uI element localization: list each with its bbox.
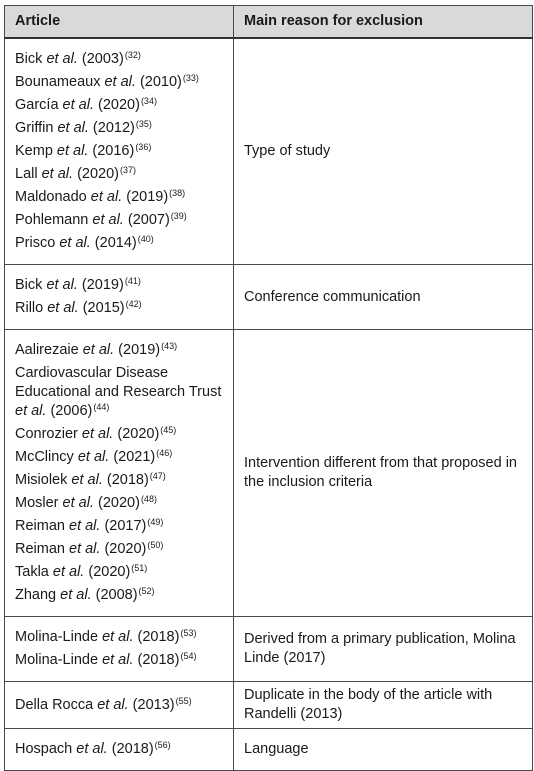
article-citation [15, 446, 225, 469]
article-etal: et al. [69, 541, 101, 557]
article-etal: et al. [77, 449, 110, 465]
article-citation [15, 163, 225, 186]
article-year: (2020) [77, 166, 119, 182]
reference-number: (53) [180, 628, 197, 638]
articles-cell [5, 38, 234, 265]
header-row [5, 6, 533, 39]
article-author: García [15, 97, 59, 113]
exclusion-reason: Intervention different from that proposed in the inclusion criteria [234, 330, 533, 617]
article-citation [15, 232, 225, 255]
reference-number: (45) [160, 425, 177, 435]
reference-number: (43) [161, 341, 178, 351]
article-year: (2012) [92, 120, 135, 136]
article-citation [15, 297, 225, 320]
article-citation [15, 649, 225, 672]
article-author: Prisco [15, 235, 56, 251]
reference-number: (32) [124, 50, 141, 60]
article-etal: et al. [69, 518, 101, 534]
article-etal: et al. [56, 143, 89, 159]
article-citation [15, 694, 225, 717]
articles-cell [5, 330, 234, 617]
reference-number: (44) [93, 402, 110, 412]
reference-number: (46) [156, 448, 173, 458]
article-etal: et al. [60, 587, 92, 603]
article-author: Kemp [15, 143, 53, 159]
reference-number: (35) [135, 119, 152, 129]
article-etal: et al. [90, 189, 123, 205]
article-etal: et al. [52, 564, 85, 580]
article-author: Molina-Linde [15, 629, 99, 645]
article-author: Bick [15, 51, 43, 67]
article-citation [15, 274, 225, 297]
article-author: Lall [15, 166, 38, 182]
article-etal: et al. [57, 120, 89, 136]
article-author: Maldonado [15, 189, 87, 205]
article-citation [15, 94, 225, 117]
reason-column-header: Main reason for exclusion [234, 6, 533, 39]
article-etal: et al. [102, 629, 134, 645]
article-year: (2019) [81, 277, 124, 293]
article-author: Della Rocca [15, 696, 94, 713]
reference-number: (54) [180, 651, 197, 661]
article-year: (2018) [106, 472, 149, 488]
article-year: (2019) [118, 342, 161, 358]
reference-number: (42) [125, 299, 142, 309]
article-author: Bick [15, 277, 43, 293]
reference-number: (38) [169, 188, 186, 198]
article-author: Cardiovascular Disease Educational and Research Trust [15, 365, 222, 400]
table-row [5, 617, 533, 682]
article-citation [15, 48, 225, 71]
table-row [5, 265, 533, 330]
article-citation [15, 362, 225, 423]
article-author: McClincy [15, 449, 74, 465]
reference-number: (55) [175, 695, 192, 706]
article-year: (2016) [92, 143, 135, 159]
article-year: (2021) [113, 449, 156, 465]
article-author: Griffin [15, 120, 54, 136]
reference-number: (34) [140, 96, 157, 106]
article-etal: et al. [92, 212, 124, 228]
article-year: (2013) [132, 696, 175, 713]
article-etal: et al. [15, 403, 47, 419]
article-author: Pohlemann [15, 212, 89, 228]
exclusion-reason: Type of study [234, 38, 533, 265]
article-etal: et al. [102, 652, 134, 668]
table-row [5, 729, 533, 771]
article-etal: et al. [97, 696, 129, 713]
article-author: Aalirezaie [15, 342, 79, 358]
article-citation [15, 469, 225, 492]
exclusion-reason: Conference communication [234, 265, 533, 330]
article-year: (2003) [81, 51, 124, 67]
table-row [5, 682, 533, 729]
article-citation [15, 492, 225, 515]
article-author: Hospach [15, 741, 73, 757]
article-etal: et al. [59, 235, 91, 251]
article-year: (2017) [104, 518, 147, 534]
article-year: (2020) [117, 426, 160, 442]
article-etal: et al. [46, 51, 78, 67]
articles-cell [5, 729, 234, 771]
table-row [5, 38, 533, 265]
article-citation [15, 584, 225, 607]
reference-number: (39) [170, 211, 187, 221]
article-year: (2018) [137, 652, 180, 668]
article-year: (2007) [127, 212, 170, 228]
article-author: Takla [15, 564, 49, 580]
article-author: Misiolek [15, 472, 68, 488]
reference-number: (33) [182, 73, 199, 83]
article-citation [15, 339, 225, 362]
article-etal: et al. [62, 97, 94, 113]
article-etal: et al. [81, 426, 114, 442]
article-author: Reiman [15, 518, 65, 534]
reference-number: (50) [147, 540, 164, 550]
article-etal: et al. [46, 277, 78, 293]
article-author: Zhang [15, 587, 57, 603]
article-citation [15, 626, 225, 649]
reference-number: (36) [135, 142, 152, 152]
reference-number: (47) [149, 471, 166, 481]
article-author: Reiman [15, 541, 65, 557]
article-year: (2014) [94, 235, 137, 251]
articles-cell [5, 682, 234, 729]
article-citation [15, 140, 225, 163]
article-etal: et al. [41, 166, 74, 182]
article-etal: et al. [104, 74, 136, 90]
exclusion-table [4, 5, 533, 771]
reference-number: (40) [137, 234, 154, 244]
article-year: (2020) [98, 97, 140, 113]
article-citation [15, 538, 225, 561]
article-year: (2015) [82, 300, 125, 316]
articles-cell [5, 617, 234, 682]
exclusion-reason: Duplicate in the body of the article with Randelli (2013) [234, 682, 533, 729]
article-year: (2020) [104, 541, 147, 557]
reference-number: (52) [138, 586, 155, 596]
article-year: (2010) [139, 74, 182, 90]
table-body [5, 38, 533, 771]
article-column-header: Article [5, 6, 234, 39]
article-author: Mosler [15, 495, 59, 511]
article-author: Molina-Linde [15, 652, 99, 668]
article-etal: et al. [62, 495, 94, 511]
article-year: (2018) [111, 741, 154, 757]
article-author: Bounameaux [15, 74, 101, 90]
article-citation [15, 561, 225, 584]
table-row [5, 330, 533, 617]
reference-number: (56) [154, 740, 171, 750]
article-year: (2020) [98, 495, 140, 511]
article-citation [15, 186, 225, 209]
article-citation [15, 71, 225, 94]
article-etal: et al. [71, 472, 103, 488]
article-author: Rillo [15, 300, 44, 316]
article-citation [15, 423, 225, 446]
articles-cell [5, 265, 234, 330]
article-etal: et al. [76, 741, 108, 757]
article-year: (2020) [88, 564, 131, 580]
article-etal: et al. [47, 300, 79, 316]
article-year: (2006) [50, 403, 93, 419]
exclusion-reason: Language [234, 729, 533, 771]
article-citation [15, 209, 225, 232]
article-etal: et al. [82, 342, 115, 358]
reference-number: (37) [120, 165, 137, 175]
exclusion-reason: Derived from a primary publication, Molina Linde (2017) [234, 617, 533, 682]
article-citation [15, 117, 225, 140]
reference-number: (48) [140, 494, 157, 504]
article-citation [15, 515, 225, 538]
article-year: (2019) [126, 189, 169, 205]
reference-number: (49) [147, 517, 164, 527]
reference-number: (51) [131, 563, 148, 573]
article-author: Conrozier [15, 426, 78, 442]
article-year: (2008) [95, 587, 138, 603]
reference-number: (41) [124, 276, 141, 286]
article-year: (2018) [137, 629, 180, 645]
